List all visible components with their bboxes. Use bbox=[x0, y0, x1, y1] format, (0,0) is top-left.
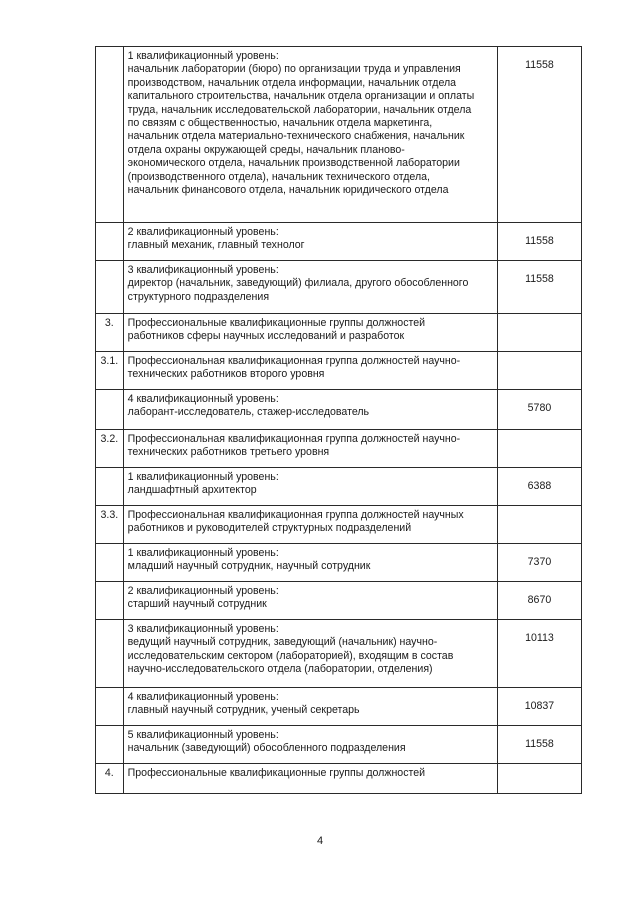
row-description bbox=[123, 726, 497, 764]
row-description bbox=[123, 430, 497, 468]
description-line: технических работников третьего уровня bbox=[127, 446, 330, 459]
table-row bbox=[96, 314, 582, 352]
description-line: технических работников второго уровня bbox=[127, 368, 325, 381]
table-row bbox=[96, 764, 582, 794]
description-line: старший научный сотрудник bbox=[127, 598, 267, 611]
table-row bbox=[96, 544, 582, 582]
description-line: (производственного отдела), начальник технического отдела, bbox=[127, 170, 430, 183]
row-description bbox=[123, 620, 497, 688]
description-line: 2 квалификационный уровень: bbox=[127, 585, 279, 597]
row-number: 3.3. bbox=[96, 506, 124, 544]
description-line: капитального строительства, начальник отдела организации и оплаты bbox=[127, 90, 475, 103]
table-row bbox=[96, 430, 582, 468]
table-row bbox=[96, 223, 582, 261]
row-description bbox=[123, 314, 497, 352]
description-line: 3 квалификационный уровень: bbox=[127, 623, 279, 635]
description-line: 3 квалификационный уровень: bbox=[127, 264, 279, 276]
description-line: начальник (заведующий) обособленного подразделения bbox=[127, 742, 406, 755]
description-line: структурного подразделения bbox=[127, 290, 270, 303]
row-description bbox=[123, 47, 497, 223]
row-number: 3. bbox=[96, 314, 124, 352]
table-row bbox=[96, 688, 582, 726]
table-row bbox=[96, 620, 582, 688]
salary-table-body bbox=[96, 47, 582, 794]
row-description bbox=[123, 352, 497, 390]
row-description bbox=[123, 390, 497, 430]
row-value: 10837 bbox=[497, 688, 581, 726]
row-description bbox=[123, 468, 497, 506]
row-value: 11558 bbox=[497, 223, 581, 261]
row-number bbox=[96, 726, 124, 764]
description-line: лаборант-исследователь, стажер-исследователь bbox=[127, 406, 370, 419]
description-line: ведущий научный сотрудник, заведующий (начальник) научно- bbox=[127, 636, 438, 649]
salary-table bbox=[95, 46, 582, 794]
row-description bbox=[123, 688, 497, 726]
row-value: 7370 bbox=[497, 544, 581, 582]
row-value bbox=[497, 506, 581, 544]
description-line: начальник финансового отдела, начальник юридического отдела bbox=[127, 184, 449, 197]
description-line: Профессиональные квалификационные группы должностей bbox=[127, 767, 426, 779]
row-value: 11558 bbox=[497, 726, 581, 764]
description-line: 2 квалификационный уровень: bbox=[127, 226, 279, 238]
table-row bbox=[96, 261, 582, 314]
row-number bbox=[96, 620, 124, 688]
table-row bbox=[96, 582, 582, 620]
row-number bbox=[96, 582, 124, 620]
row-value bbox=[497, 314, 581, 352]
row-description bbox=[123, 223, 497, 261]
description-line: начальник лаборатории (бюро) по организации труда и управления bbox=[127, 63, 461, 76]
row-value bbox=[497, 764, 581, 794]
description-line: Профессиональная квалификационная группа должностей научно- bbox=[127, 355, 461, 367]
description-line: 1 квалификационный уровень: bbox=[127, 547, 279, 559]
row-number bbox=[96, 390, 124, 430]
row-description bbox=[123, 506, 497, 544]
row-description bbox=[123, 544, 497, 582]
table-row bbox=[96, 47, 582, 223]
row-description bbox=[123, 261, 497, 314]
row-value: 5780 bbox=[497, 390, 581, 430]
row-number bbox=[96, 544, 124, 582]
description-line: производством, начальник отдела информации, начальник отдела bbox=[127, 76, 457, 89]
description-line: младший научный сотрудник, научный сотрудник bbox=[127, 560, 371, 573]
description-line: начальник отдела материально-технического снабжения, начальник bbox=[127, 130, 465, 143]
description-line: ландшафтный архитектор bbox=[127, 484, 257, 497]
description-line: 5 квалификационный уровень: bbox=[127, 729, 279, 741]
row-value: 11558 bbox=[497, 261, 581, 314]
table-row bbox=[96, 726, 582, 764]
description-line: 4 квалификационный уровень: bbox=[127, 393, 279, 405]
row-value: 6388 bbox=[497, 468, 581, 506]
description-line: работников и руководителей структурных подразделений bbox=[127, 522, 412, 535]
page-number: 4 bbox=[316, 835, 324, 847]
row-value: 10113 bbox=[497, 620, 581, 688]
row-number: 3.1. bbox=[96, 352, 124, 390]
table-row bbox=[96, 390, 582, 430]
description-line: 1 квалификационный уровень: bbox=[127, 471, 279, 483]
row-value: 8670 bbox=[497, 582, 581, 620]
description-line: директор (начальник, заведующий) филиала, другого обособленного bbox=[127, 277, 469, 290]
description-line: экономического отдела, начальник производственной лаборатории bbox=[127, 157, 460, 170]
table-row bbox=[96, 506, 582, 544]
description-line: по связям с общественностью, начальник отдела маркетинга, bbox=[127, 117, 433, 130]
row-number bbox=[96, 688, 124, 726]
row-number bbox=[96, 223, 124, 261]
description-line: труда, начальник исследовательской лаборатории, начальник отдела bbox=[127, 103, 472, 116]
description-line: главный научный сотрудник, ученый секретарь bbox=[127, 704, 360, 717]
description-line: работников сферы научных исследований и разработок bbox=[127, 330, 405, 343]
row-number bbox=[96, 47, 124, 223]
table-row bbox=[96, 468, 582, 506]
row-number bbox=[96, 468, 124, 506]
description-line: научно-исследовательского отдела (лаборатории, отделения) bbox=[127, 663, 433, 676]
description-line: Профессиональная квалификационная группа должностей научно- bbox=[127, 433, 461, 445]
row-description bbox=[123, 764, 497, 794]
description-line: Профессиональные квалификационные группы должностей bbox=[127, 317, 426, 329]
row-value bbox=[497, 430, 581, 468]
description-line: отдела охраны окружающей среды, начальник планово- bbox=[127, 143, 405, 156]
description-line: 1 квалификационный уровень: bbox=[127, 50, 279, 62]
row-number: 4. bbox=[96, 764, 124, 794]
description-line: исследовательским сектором (лабораторией), входящим в состав bbox=[127, 649, 454, 662]
description-line: Профессиональная квалификационная группа должностей научных bbox=[127, 509, 464, 521]
description-line: главный механик, главный технолог bbox=[127, 239, 305, 252]
row-number bbox=[96, 261, 124, 314]
table-row bbox=[96, 352, 582, 390]
description-line: 4 квалификационный уровень: bbox=[127, 691, 279, 703]
row-number: 3.2. bbox=[96, 430, 124, 468]
row-value: 11558 bbox=[497, 47, 581, 223]
row-description bbox=[123, 582, 497, 620]
row-value bbox=[497, 352, 581, 390]
